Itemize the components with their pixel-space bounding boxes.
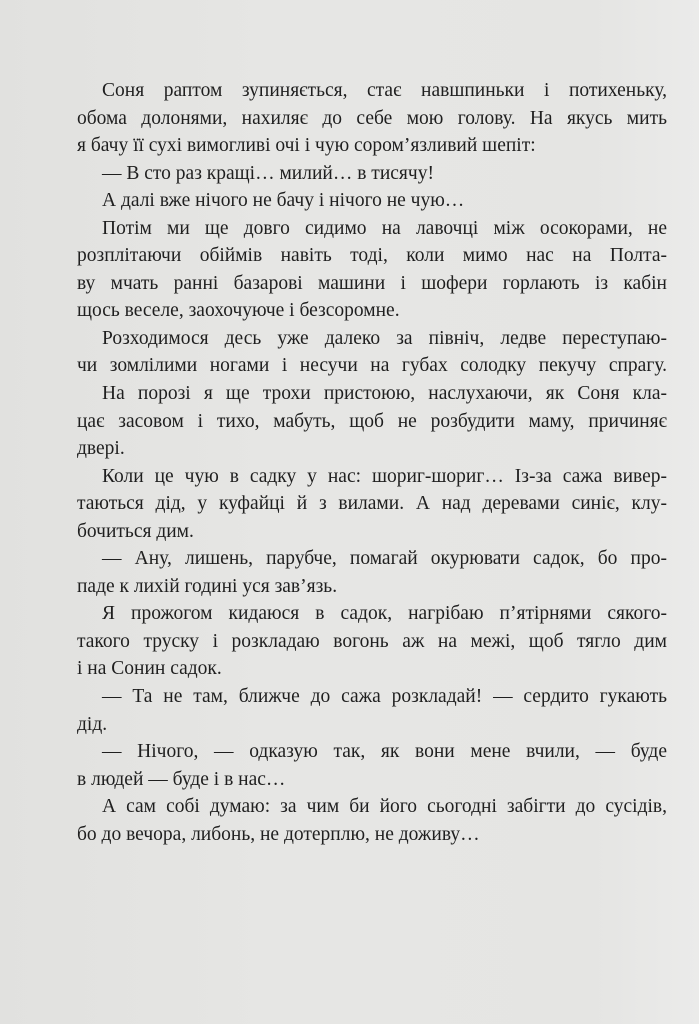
paragraph <box>77 738 667 793</box>
text-line: Я прожогом кидаюся в садок, нагрібаю п’ятірнями сякого- <box>102 603 667 625</box>
paragraph <box>77 380 667 463</box>
paragraph <box>77 600 667 683</box>
page-text <box>77 77 667 848</box>
paragraph <box>77 77 667 160</box>
text-line: А сам собі думаю: за чим би його сьогодні забігти до сусідів, <box>102 796 667 818</box>
text-line: Коли це чую в садку у нас: шориг-шориг… Із-за сажа вивер- <box>102 465 667 487</box>
paragraph <box>77 325 667 380</box>
text-line: Розходимося десь уже далеко за північ, ледве переступаю- <box>102 327 667 349</box>
paragraph <box>77 463 667 546</box>
text-line: — Та не там, ближче до сажа розкладай! — сердито гукають <box>102 686 667 708</box>
text-line: обома долонями, нахиляє до себе мою голову. На якусь мить <box>77 107 667 129</box>
text-line: Потім ми ще довго сидимо на лавочці між осокорами, не <box>102 217 667 239</box>
text-line: — Нічого, — одказую так, як вони мене вчили, — буде <box>102 741 667 763</box>
text-line: ву мчать ранні базарові машини і шофери горлають із кабін <box>77 272 667 294</box>
text-line: — Ану, лишень, парубче, помагай окурювати садок, бо про- <box>102 548 667 570</box>
text-line: такого труску і розкладаю вогонь аж на межі, щоб тягло дим <box>77 630 667 652</box>
text-line: паде к лихій годині уся зав’язь. <box>77 575 338 597</box>
text-line: розплітаючи обіймів навіть тоді, коли мимо нас на Полта- <box>77 245 667 267</box>
text-line: в людей — буде і в нас… <box>77 768 286 790</box>
text-line: дід. <box>77 713 108 735</box>
paragraph <box>77 160 667 188</box>
text-line: таються дід, у куфайці й з вилами. А над деревами синіє, клу- <box>77 493 667 515</box>
paragraph <box>77 545 667 600</box>
text-line: я бачу її сухі вимогливі очі і чую сором’язливий шепіт: <box>77 135 536 157</box>
text-line: чи зомлілими ногами і несучи на губах солодку пекучу спрагу. <box>77 355 667 377</box>
text-line: На порозі я ще трохи пристоюю, наслухаючи, як Соня кла- <box>102 383 667 405</box>
paragraph <box>77 215 667 325</box>
paragraph <box>77 683 667 738</box>
text-line: бочиться дим. <box>77 520 194 542</box>
text-line: щось веселе, заохочуюче і безсоромне. <box>77 300 400 322</box>
text-line: і на Сонин садок. <box>77 658 222 680</box>
paragraph <box>77 793 667 848</box>
paragraph <box>77 187 667 215</box>
text-line: цає засовом і тихо, мабуть, щоб не розбудити маму, причиняє <box>77 410 667 432</box>
text-line: двері. <box>77 438 125 460</box>
text-line: бо до вечора, либонь, не дотерплю, не доживу… <box>77 823 480 845</box>
text-line: А далі вже нічого не бачу і нічого не чую… <box>102 190 465 212</box>
text-line: — В сто раз кращі… милий… в тисячу! <box>102 162 434 184</box>
text-line: Соня раптом зупиняється, стає навшпиньки і потихеньку, <box>102 80 667 101</box>
